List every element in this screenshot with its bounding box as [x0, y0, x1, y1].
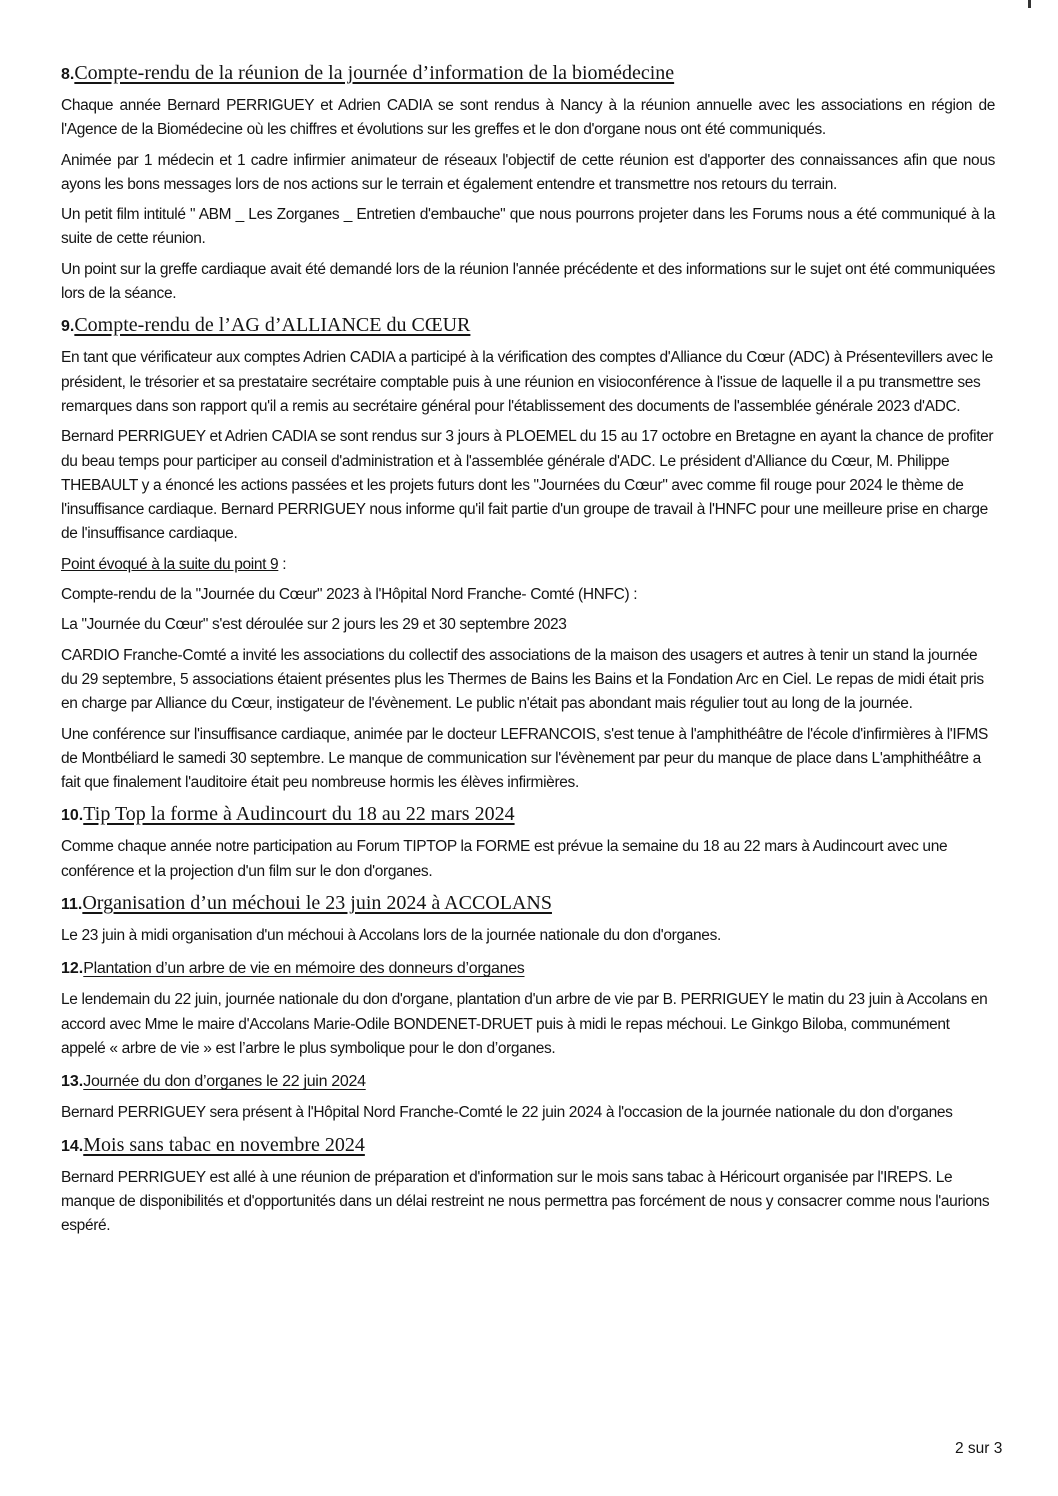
section-9-heading [61, 312, 995, 340]
section-14-heading [61, 1132, 995, 1160]
scan-artifact [1028, 0, 1031, 8]
paragraph: En tant que vérificateur aux comptes Adrien CADIA a participé à la vérification des comptes d'Alliance du Cœur (ADC) à Présentevillers avec le président, le trésorier et sa prestataire secrétaire comptable puis à une réunion en visioconférence à l'issue de laquelle il a pu transmettre ses remarques dans son rapport qu'il a remis au secrétaire général pour l'établissement des documents de l'assemblée générale 2023 d'ADC. [61, 349, 993, 415]
followup-label: Point évoqué à la suite du point 9 [61, 555, 279, 573]
paragraph: Un petit film intitulé " ABM _ Les Zorganes _ Entretien d'embauche" que nous pourrons projeter dans les Forums nous a été communiqué à la suite de cette réunion. [61, 206, 995, 248]
section-11-heading [61, 890, 995, 918]
followup-label-suffix: : [278, 555, 287, 573]
section-13-heading [61, 1067, 995, 1095]
paragraph: Le 23 juin à midi organisation d'un méchoui à Accolans lors de la journée nationale du don d'organes. [61, 927, 721, 945]
document-page [61, 60, 995, 1244]
section-title: Organisation d’un méchoui le 23 juin 2024 à ACCOLANS [82, 892, 552, 915]
section-number: 14. [61, 1137, 84, 1155]
section-title: Plantation d’un arbre de vie en mémoire des donneurs d’organes [83, 960, 525, 978]
paragraph: Une conférence sur l'insuffisance cardiaque, animée par le docteur LEFRANCOIS, s'est tenue à l'amphithéâtre de l'école d'infirmières à l'IFMS de Montbéliard le samedi 30 septembre. Le manque de communication sur l'évènement par peur du manque de place dans L'amphithéâtre a fait que finalement l'auditoire était peu nombreuse hormis les élèves infirmières. [61, 725, 989, 792]
paragraph: La "Journée du Cœur" s'est déroulée sur 2 jours les 29 et 30 septembre 2023 [61, 616, 567, 634]
section-12-heading [61, 954, 995, 982]
paragraph: Bernard PERRIGUEY sera présent à l'Hôpital Nord Franche-Comté le 22 juin 2024 à l'occasion de la journée nationale du don d'organes [61, 1104, 953, 1122]
section-number: 10. [61, 807, 84, 825]
page-number: 2 sur 3 [955, 1440, 1003, 1457]
section-title: Compte-rendu de la réunion de la journée d’information de la biomédecine [74, 62, 675, 84]
section-number: 9. [61, 318, 75, 336]
section-title: Tip Top la forme à Audincourt du 18 au 22 mars 2024 [83, 803, 515, 826]
section-number: 13. [61, 1073, 84, 1091]
followup-label-line [61, 553, 995, 577]
section-title: Journée du don d’organes le 22 juin 2024 [83, 1073, 366, 1091]
section-title: Mois sans tabac en novembre 2024 [83, 1133, 365, 1156]
paragraph: Compte-rendu de la "Journée du Cœur" 2023 à l'Hôpital Nord Franche- Comté (HNFC) : [61, 586, 638, 604]
paragraph: Bernard PERRIGUEY est allé à une réunion de préparation et d'information sur le mois sans tabac à Héricourt organisée par l'IREPS. Le manque de disponibilités et d'opportunités dans un délai restreint ne nous permettra pas forcément de nous y consacrer comme nous l'aurions espéré. [61, 1168, 990, 1235]
section-10-heading [61, 801, 995, 829]
paragraph: Bernard PERRIGUEY et Adrien CADIA se sont rendus sur 3 jours à PLOEMEL du 15 au 17 octobre en Bretagne en ayant la chance de profiter du beau temps pour participer au conseil d'administration et à l'assemblée générale d'ADC. Le président d'Alliance du Cœur, M. Philippe THEBAULT y a énoncé les actions passées et les projets futurs dont les "Journées du Cœur" avec comme fil rouge pour 2024 le thème de l'insuffisance cardiaque. Bernard PERRIGUEY nous informe qu'il fait partie d'un groupe de travail à l'HNFC pour une meilleure prise en charge de l'insuffisance cardiaque. [61, 428, 994, 543]
section-number: 12. [61, 960, 84, 978]
paragraph: Le lendemain du 22 juin, journée nationale du don d'organe, plantation d'un arbre de vie par B. PERRIGUEY le matin du 23 juin à Accolans en accord avec Mme le maire d'Accolans Marie-Odile BONDENET-DRUET puis à midi le repas méchoui. Le Ginkgo Biloba, communément appelé « arbre de vie » est l’arbre le plus symbolique pour le don d’organes. [61, 991, 988, 1057]
section-number: 8. [61, 66, 75, 83]
paragraph: Chaque année Bernard PERRIGUEY et Adrien CADIA se sont rendus à Nancy à la réunion annuelle avec les associations en région de l'Agence de la Biomédecine où les chiffres et évolutions sur les greffes et le don d'organe nous ont été communiqués. [61, 97, 995, 139]
paragraph: Animée par 1 médecin et 1 cadre infirmier animateur de réseaux l'objectif de cette réunion est d'apporter des connaissances afin que nous ayons les bons messages lors de nos actions sur le terrain et également entendre et transmettre nos retours du terrain. [61, 151, 995, 193]
paragraph: Un point sur la greffe cardiaque avait été demandé lors de la réunion l'année précédente et des informations sur le sujet ont été communiquées lors de la séance. [61, 260, 995, 303]
section-8-heading [61, 60, 995, 88]
section-title: Compte-rendu de l’AG d’ALLIANCE du CŒUR [74, 314, 471, 337]
section-number: 11. [61, 896, 83, 914]
paragraph: CARDIO Franche-Comté a invité les associations du collectif des associations de la maison des usagers et autres à tenir un stand la journée du 29 septembre, 5 associations étaient présentes plus les Thermes de Bains les Bains et la Fondation Arc en Ciel. Le repas de midi était pris en charge par Alliance du Cœur, instigateur de l'évènement. Le public n'était pas abondant mais régulier tout au long de la journée. [61, 646, 984, 713]
paragraph: Comme chaque année notre participation au Forum TIPTOP la FORME est prévue la semaine du 18 au 22 mars à Audincourt avec une conférence et la projection d'un film sur le don d'organes. [61, 838, 948, 880]
